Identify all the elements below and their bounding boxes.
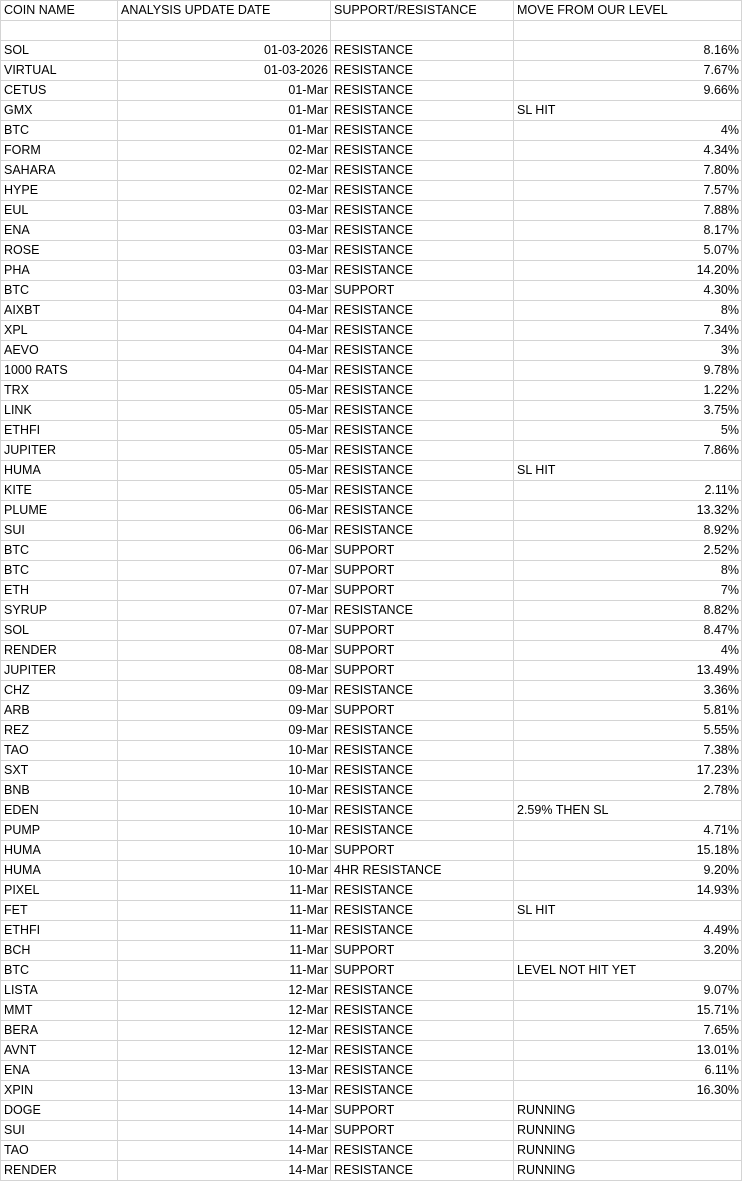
coin-name-cell[interactable]: SYRUP bbox=[1, 601, 118, 621]
header-analysis-update-date[interactable]: ANALYSIS UPDATE DATE bbox=[118, 1, 331, 21]
coin-name-cell[interactable]: CETUS bbox=[1, 81, 118, 101]
table-row bbox=[1, 761, 742, 781]
support-resistance-cell[interactable]: RESISTANCE bbox=[331, 481, 514, 501]
support-resistance-cell[interactable]: RESISTANCE bbox=[331, 301, 514, 321]
analysis-date-cell[interactable]: 06-Mar bbox=[118, 541, 331, 561]
table-row bbox=[1, 1121, 742, 1141]
support-resistance-cell[interactable]: RESISTANCE bbox=[331, 41, 514, 61]
coin-name-cell[interactable]: EUL bbox=[1, 201, 118, 221]
support-resistance-cell[interactable]: SUPPORT bbox=[331, 961, 514, 981]
move-cell[interactable]: RUNNING bbox=[514, 1101, 742, 1121]
move-cell[interactable]: SL HIT bbox=[514, 101, 742, 121]
support-resistance-cell[interactable]: RESISTANCE bbox=[331, 1001, 514, 1021]
table-row bbox=[1, 341, 742, 361]
move-cell[interactable]: 15.71% bbox=[514, 1001, 742, 1021]
analysis-date-cell[interactable]: 13-Mar bbox=[118, 1061, 331, 1081]
support-resistance-cell[interactable]: RESISTANCE bbox=[331, 1161, 514, 1181]
analysis-date-cell[interactable]: 09-Mar bbox=[118, 681, 331, 701]
analysis-date-cell[interactable]: 12-Mar bbox=[118, 1001, 331, 1021]
coin-name-cell[interactable]: RENDER bbox=[1, 1161, 118, 1181]
table-row bbox=[1, 641, 742, 661]
analysis-date-cell[interactable]: 14-Mar bbox=[118, 1101, 331, 1121]
move-cell[interactable]: 5.81% bbox=[514, 701, 742, 721]
header-coin-name[interactable]: COIN NAME bbox=[1, 1, 118, 21]
support-resistance-cell[interactable]: RESISTANCE bbox=[331, 241, 514, 261]
move-cell[interactable]: 4% bbox=[514, 641, 742, 661]
coin-name-cell[interactable]: ROSE bbox=[1, 241, 118, 261]
analysis-date-cell[interactable]: 07-Mar bbox=[118, 581, 331, 601]
analysis-date-cell[interactable]: 05-Mar bbox=[118, 381, 331, 401]
move-cell[interactable]: 3.75% bbox=[514, 401, 742, 421]
move-cell[interactable]: 9.66% bbox=[514, 81, 742, 101]
table-body bbox=[1, 41, 742, 1181]
support-resistance-cell[interactable]: RESISTANCE bbox=[331, 181, 514, 201]
analysis-date-cell[interactable]: 07-Mar bbox=[118, 601, 331, 621]
coin-name-cell[interactable]: SOL bbox=[1, 41, 118, 61]
table-row bbox=[1, 321, 742, 341]
support-resistance-cell[interactable]: RESISTANCE bbox=[331, 1061, 514, 1081]
table-row bbox=[1, 801, 742, 821]
move-cell[interactable]: 15.18% bbox=[514, 841, 742, 861]
support-resistance-cell[interactable]: RESISTANCE bbox=[331, 141, 514, 161]
support-resistance-cell[interactable]: SUPPORT bbox=[331, 661, 514, 681]
table-row bbox=[1, 581, 742, 601]
support-resistance-cell[interactable]: RESISTANCE bbox=[331, 401, 514, 421]
table-row bbox=[1, 521, 742, 541]
analysis-date-cell[interactable]: 10-Mar bbox=[118, 861, 331, 881]
support-resistance-cell[interactable]: RESISTANCE bbox=[331, 741, 514, 761]
table-row bbox=[1, 681, 742, 701]
coin-name-cell[interactable]: TRX bbox=[1, 381, 118, 401]
move-cell[interactable]: RUNNING bbox=[514, 1121, 742, 1141]
coin-name-cell[interactable]: BCH bbox=[1, 941, 118, 961]
analysis-date-cell[interactable]: 11-Mar bbox=[118, 901, 331, 921]
move-cell[interactable]: 8.82% bbox=[514, 601, 742, 621]
table-row bbox=[1, 921, 742, 941]
move-cell[interactable]: 2.78% bbox=[514, 781, 742, 801]
support-resistance-cell[interactable]: RESISTANCE bbox=[331, 221, 514, 241]
support-resistance-cell[interactable]: RESISTANCE bbox=[331, 321, 514, 341]
table-row bbox=[1, 941, 742, 961]
table-row bbox=[1, 221, 742, 241]
table-row bbox=[1, 1081, 742, 1101]
move-cell[interactable]: 8% bbox=[514, 301, 742, 321]
analysis-date-cell[interactable]: 06-Mar bbox=[118, 521, 331, 541]
coin-name-cell[interactable]: BERA bbox=[1, 1021, 118, 1041]
analysis-date-cell[interactable]: 12-Mar bbox=[118, 1041, 331, 1061]
analysis-date-cell[interactable]: 04-Mar bbox=[118, 321, 331, 341]
coin-name-cell[interactable]: SOL bbox=[1, 621, 118, 641]
move-cell[interactable]: 2.52% bbox=[514, 541, 742, 561]
table-row bbox=[1, 1161, 742, 1181]
coin-name-cell[interactable]: BTC bbox=[1, 961, 118, 981]
support-resistance-cell[interactable]: RESISTANCE bbox=[331, 721, 514, 741]
table-row bbox=[1, 901, 742, 921]
support-resistance-cell[interactable]: SUPPORT bbox=[331, 1121, 514, 1141]
table-row bbox=[1, 281, 742, 301]
table-row bbox=[1, 621, 742, 641]
move-cell[interactable]: 14.20% bbox=[514, 261, 742, 281]
table-row bbox=[1, 41, 742, 61]
support-resistance-cell[interactable]: SUPPORT bbox=[331, 541, 514, 561]
move-cell[interactable]: 7.57% bbox=[514, 181, 742, 201]
table-row bbox=[1, 441, 742, 461]
support-resistance-cell[interactable]: SUPPORT bbox=[331, 621, 514, 641]
support-resistance-cell[interactable]: RESISTANCE bbox=[331, 601, 514, 621]
table-row bbox=[1, 781, 742, 801]
move-cell[interactable]: 8.17% bbox=[514, 221, 742, 241]
coin-name-cell[interactable]: ENA bbox=[1, 1061, 118, 1081]
analysis-date-cell[interactable]: 14-Mar bbox=[118, 1121, 331, 1141]
table-row bbox=[1, 741, 742, 761]
support-resistance-cell[interactable]: RESISTANCE bbox=[331, 781, 514, 801]
analysis-date-cell[interactable]: 13-Mar bbox=[118, 1081, 331, 1101]
analysis-date-cell[interactable]: 11-Mar bbox=[118, 941, 331, 961]
table-row bbox=[1, 661, 742, 681]
analysis-date-cell[interactable]: 05-Mar bbox=[118, 421, 331, 441]
table-row bbox=[1, 1021, 742, 1041]
coin-name-cell[interactable]: BTC bbox=[1, 281, 118, 301]
coin-name-cell[interactable]: SUI bbox=[1, 1121, 118, 1141]
coin-name-cell[interactable]: JUPITER bbox=[1, 661, 118, 681]
table-row bbox=[1, 261, 742, 281]
analysis-date-cell[interactable]: 04-Mar bbox=[118, 341, 331, 361]
coin-name-cell[interactable]: PUMP bbox=[1, 821, 118, 841]
analysis-date-cell[interactable]: 11-Mar bbox=[118, 961, 331, 981]
move-cell[interactable]: 5.07% bbox=[514, 241, 742, 261]
coin-name-cell[interactable]: BTC bbox=[1, 561, 118, 581]
analysis-date-cell[interactable]: 05-Mar bbox=[118, 481, 331, 501]
coin-name-cell[interactable]: FORM bbox=[1, 141, 118, 161]
move-cell[interactable]: 7.86% bbox=[514, 441, 742, 461]
table-row bbox=[1, 421, 742, 441]
move-cell[interactable]: 4% bbox=[514, 121, 742, 141]
analysis-date-cell[interactable]: 03-Mar bbox=[118, 261, 331, 281]
coin-name-cell[interactable]: RENDER bbox=[1, 641, 118, 661]
move-cell[interactable]: 9.07% bbox=[514, 981, 742, 1001]
support-resistance-cell[interactable]: RESISTANCE bbox=[331, 381, 514, 401]
support-resistance-cell[interactable]: RESISTANCE bbox=[331, 201, 514, 221]
move-cell[interactable]: 7.88% bbox=[514, 201, 742, 221]
support-resistance-cell[interactable]: RESISTANCE bbox=[331, 1141, 514, 1161]
coin-name-cell[interactable]: PLUME bbox=[1, 501, 118, 521]
analysis-date-cell[interactable]: 02-Mar bbox=[118, 141, 331, 161]
table-row bbox=[1, 81, 742, 101]
support-resistance-cell[interactable]: RESISTANCE bbox=[331, 421, 514, 441]
move-cell[interactable]: 13.32% bbox=[514, 501, 742, 521]
coin-name-cell[interactable]: AVNT bbox=[1, 1041, 118, 1061]
move-cell[interactable]: RUNNING bbox=[514, 1161, 742, 1181]
support-resistance-cell[interactable]: RESISTANCE bbox=[331, 1081, 514, 1101]
move-cell[interactable]: 8.92% bbox=[514, 521, 742, 541]
coin-name-cell[interactable]: SAHARA bbox=[1, 161, 118, 181]
coin-name-cell[interactable]: TAO bbox=[1, 741, 118, 761]
move-cell[interactable]: 7% bbox=[514, 581, 742, 601]
move-cell[interactable]: 14.93% bbox=[514, 881, 742, 901]
support-resistance-cell[interactable]: RESISTANCE bbox=[331, 361, 514, 381]
coin-name-cell[interactable]: ARB bbox=[1, 701, 118, 721]
move-cell[interactable]: 7.65% bbox=[514, 1021, 742, 1041]
analysis-date-cell[interactable]: 01-03-2026 bbox=[118, 61, 331, 81]
analysis-date-cell[interactable]: 11-Mar bbox=[118, 921, 331, 941]
move-cell[interactable]: 13.01% bbox=[514, 1041, 742, 1061]
support-resistance-cell[interactable]: SUPPORT bbox=[331, 701, 514, 721]
header-support-resistance[interactable]: SUPPORT/RESISTANCE bbox=[331, 1, 514, 21]
move-cell[interactable]: 7.38% bbox=[514, 741, 742, 761]
table-row bbox=[1, 961, 742, 981]
table-row bbox=[1, 161, 742, 181]
support-resistance-cell[interactable]: SUPPORT bbox=[331, 641, 514, 661]
coin-name-cell[interactable]: LISTA bbox=[1, 981, 118, 1001]
move-cell[interactable]: 9.78% bbox=[514, 361, 742, 381]
coin-name-cell[interactable]: ETHFI bbox=[1, 421, 118, 441]
coin-name-cell[interactable]: GMX bbox=[1, 101, 118, 121]
move-cell[interactable]: 8.16% bbox=[514, 41, 742, 61]
support-resistance-cell[interactable]: RESISTANCE bbox=[331, 1041, 514, 1061]
table-row bbox=[1, 841, 742, 861]
coin-name-cell[interactable]: ETH bbox=[1, 581, 118, 601]
support-resistance-cell[interactable]: SUPPORT bbox=[331, 281, 514, 301]
move-cell[interactable]: 8% bbox=[514, 561, 742, 581]
table-row bbox=[1, 1041, 742, 1061]
analysis-date-cell[interactable]: 01-Mar bbox=[118, 101, 331, 121]
support-resistance-cell[interactable]: SUPPORT bbox=[331, 581, 514, 601]
move-cell[interactable]: LEVEL NOT HIT YET bbox=[514, 961, 742, 981]
empty-cell[interactable] bbox=[514, 21, 742, 41]
coin-name-cell[interactable]: EDEN bbox=[1, 801, 118, 821]
support-resistance-cell[interactable]: RESISTANCE bbox=[331, 81, 514, 101]
empty-cell[interactable] bbox=[331, 21, 514, 41]
coin-name-cell[interactable]: MMT bbox=[1, 1001, 118, 1021]
move-cell[interactable]: 3.20% bbox=[514, 941, 742, 961]
move-cell[interactable]: 7.80% bbox=[514, 161, 742, 181]
header-move-from-our-level[interactable]: MOVE FROM OUR LEVEL bbox=[514, 1, 742, 21]
coin-name-cell[interactable]: DOGE bbox=[1, 1101, 118, 1121]
analysis-date-cell[interactable]: 10-Mar bbox=[118, 741, 331, 761]
analysis-date-cell[interactable]: 10-Mar bbox=[118, 821, 331, 841]
support-resistance-cell[interactable]: RESISTANCE bbox=[331, 61, 514, 81]
table-row bbox=[1, 881, 742, 901]
analysis-date-cell[interactable]: 10-Mar bbox=[118, 781, 331, 801]
coin-name-cell[interactable]: HUMA bbox=[1, 461, 118, 481]
analysis-date-cell[interactable]: 09-Mar bbox=[118, 721, 331, 741]
move-cell[interactable]: 2.59% THEN SL bbox=[514, 801, 742, 821]
coin-name-cell[interactable]: XPL bbox=[1, 321, 118, 341]
analysis-date-cell[interactable]: 04-Mar bbox=[118, 361, 331, 381]
move-cell[interactable]: 4.30% bbox=[514, 281, 742, 301]
table-row bbox=[1, 461, 742, 481]
support-resistance-cell[interactable]: RESISTANCE bbox=[331, 761, 514, 781]
move-cell[interactable]: 9.20% bbox=[514, 861, 742, 881]
table-row bbox=[1, 701, 742, 721]
support-resistance-cell[interactable]: SUPPORT bbox=[331, 561, 514, 581]
move-cell[interactable]: 8.47% bbox=[514, 621, 742, 641]
coin-name-cell[interactable]: HYPE bbox=[1, 181, 118, 201]
table-row bbox=[1, 381, 742, 401]
analysis-date-cell[interactable]: 03-Mar bbox=[118, 201, 331, 221]
coin-name-cell[interactable]: BTC bbox=[1, 541, 118, 561]
coin-name-cell[interactable]: AIXBT bbox=[1, 301, 118, 321]
table-row bbox=[1, 541, 742, 561]
move-cell[interactable]: RUNNING bbox=[514, 1141, 742, 1161]
table-row bbox=[1, 981, 742, 1001]
support-resistance-cell[interactable]: 4HR RESISTANCE bbox=[331, 861, 514, 881]
analysis-date-cell[interactable]: 12-Mar bbox=[118, 1021, 331, 1041]
coin-name-cell[interactable]: CHZ bbox=[1, 681, 118, 701]
table-row bbox=[1, 1101, 742, 1121]
move-cell[interactable]: 4.34% bbox=[514, 141, 742, 161]
table-row bbox=[1, 821, 742, 841]
support-resistance-cell[interactable]: SUPPORT bbox=[331, 841, 514, 861]
table-row bbox=[1, 1001, 742, 1021]
move-cell[interactable]: 5.55% bbox=[514, 721, 742, 741]
support-resistance-cell[interactable]: SUPPORT bbox=[331, 1101, 514, 1121]
table-row bbox=[1, 101, 742, 121]
analysis-date-cell[interactable]: 14-Mar bbox=[118, 1141, 331, 1161]
coin-name-cell[interactable]: BTC bbox=[1, 121, 118, 141]
support-resistance-cell[interactable]: RESISTANCE bbox=[331, 101, 514, 121]
table-row bbox=[1, 601, 742, 621]
table-row bbox=[1, 401, 742, 421]
analysis-date-cell[interactable]: 01-Mar bbox=[118, 81, 331, 101]
table-row bbox=[1, 61, 742, 81]
support-resistance-cell[interactable]: RESISTANCE bbox=[331, 461, 514, 481]
coin-name-cell[interactable]: KITE bbox=[1, 481, 118, 501]
analysis-date-cell[interactable]: 14-Mar bbox=[118, 1161, 331, 1181]
analysis-date-cell[interactable]: 07-Mar bbox=[118, 561, 331, 581]
support-resistance-cell[interactable]: RESISTANCE bbox=[331, 501, 514, 521]
coin-name-cell[interactable]: LINK bbox=[1, 401, 118, 421]
table-row bbox=[1, 241, 742, 261]
analysis-date-cell[interactable]: 01-Mar bbox=[118, 121, 331, 141]
analysis-date-cell[interactable]: 01-03-2026 bbox=[118, 41, 331, 61]
table-row bbox=[1, 861, 742, 881]
support-resistance-cell[interactable]: RESISTANCE bbox=[331, 821, 514, 841]
analysis-date-cell[interactable]: 07-Mar bbox=[118, 621, 331, 641]
analysis-date-cell[interactable]: 04-Mar bbox=[118, 301, 331, 321]
empty-cell[interactable] bbox=[118, 21, 331, 41]
support-resistance-cell[interactable]: RESISTANCE bbox=[331, 901, 514, 921]
table-row bbox=[1, 1141, 742, 1161]
coin-name-cell[interactable]: HUMA bbox=[1, 861, 118, 881]
support-resistance-cell[interactable]: RESISTANCE bbox=[331, 521, 514, 541]
coin-name-cell[interactable]: PHA bbox=[1, 261, 118, 281]
support-resistance-cell[interactable]: RESISTANCE bbox=[331, 801, 514, 821]
coin-name-cell[interactable]: XPIN bbox=[1, 1081, 118, 1101]
support-resistance-cell[interactable]: RESISTANCE bbox=[331, 981, 514, 1001]
move-cell[interactable]: 3% bbox=[514, 341, 742, 361]
support-resistance-cell[interactable]: RESISTANCE bbox=[331, 161, 514, 181]
analysis-date-cell[interactable]: 08-Mar bbox=[118, 661, 331, 681]
analysis-date-cell[interactable]: 12-Mar bbox=[118, 981, 331, 1001]
move-cell[interactable]: 6.11% bbox=[514, 1061, 742, 1081]
table-row bbox=[1, 361, 742, 381]
analysis-date-cell[interactable]: 02-Mar bbox=[118, 181, 331, 201]
support-resistance-cell[interactable]: RESISTANCE bbox=[331, 261, 514, 281]
coin-name-cell[interactable]: JUPITER bbox=[1, 441, 118, 461]
analysis-date-cell[interactable]: 02-Mar bbox=[118, 161, 331, 181]
analysis-date-cell[interactable]: 03-Mar bbox=[118, 221, 331, 241]
coin-name-cell[interactable]: PIXEL bbox=[1, 881, 118, 901]
support-resistance-cell[interactable]: RESISTANCE bbox=[331, 681, 514, 701]
coin-name-cell[interactable]: HUMA bbox=[1, 841, 118, 861]
coin-name-cell[interactable]: ENA bbox=[1, 221, 118, 241]
move-cell[interactable]: 4.71% bbox=[514, 821, 742, 841]
move-cell[interactable]: SL HIT bbox=[514, 901, 742, 921]
move-cell[interactable]: 16.30% bbox=[514, 1081, 742, 1101]
blank-row bbox=[1, 21, 742, 41]
support-resistance-cell[interactable]: RESISTANCE bbox=[331, 1021, 514, 1041]
coin-name-cell[interactable]: REZ bbox=[1, 721, 118, 741]
table-row bbox=[1, 481, 742, 501]
table-row bbox=[1, 301, 742, 321]
analysis-date-cell[interactable]: 06-Mar bbox=[118, 501, 331, 521]
coin-name-cell[interactable]: 1000 RATS bbox=[1, 361, 118, 381]
move-cell[interactable]: 3.36% bbox=[514, 681, 742, 701]
coin-name-cell[interactable]: SXT bbox=[1, 761, 118, 781]
header-row bbox=[1, 1, 742, 21]
coin-name-cell[interactable]: BNB bbox=[1, 781, 118, 801]
analysis-date-cell[interactable]: 10-Mar bbox=[118, 761, 331, 781]
move-cell[interactable]: 17.23% bbox=[514, 761, 742, 781]
table-row bbox=[1, 1061, 742, 1081]
move-cell[interactable]: SL HIT bbox=[514, 461, 742, 481]
support-resistance-cell[interactable]: SUPPORT bbox=[331, 941, 514, 961]
support-resistance-cell[interactable]: RESISTANCE bbox=[331, 341, 514, 361]
analysis-date-cell[interactable]: 11-Mar bbox=[118, 881, 331, 901]
move-cell[interactable]: 4.49% bbox=[514, 921, 742, 941]
support-resistance-cell[interactable]: RESISTANCE bbox=[331, 921, 514, 941]
support-resistance-cell[interactable]: RESISTANCE bbox=[331, 121, 514, 141]
analysis-date-cell[interactable]: 03-Mar bbox=[118, 281, 331, 301]
move-cell[interactable]: 2.11% bbox=[514, 481, 742, 501]
analysis-date-cell[interactable]: 03-Mar bbox=[118, 241, 331, 261]
table-row bbox=[1, 501, 742, 521]
coin-name-cell[interactable]: AEVO bbox=[1, 341, 118, 361]
analysis-date-cell[interactable]: 05-Mar bbox=[118, 441, 331, 461]
table-row bbox=[1, 181, 742, 201]
coin-name-cell[interactable]: ETHFI bbox=[1, 921, 118, 941]
analysis-date-cell[interactable]: 05-Mar bbox=[118, 401, 331, 421]
analysis-date-cell[interactable]: 08-Mar bbox=[118, 641, 331, 661]
analysis-date-cell[interactable]: 09-Mar bbox=[118, 701, 331, 721]
move-cell[interactable]: 7.67% bbox=[514, 61, 742, 81]
move-cell[interactable]: 13.49% bbox=[514, 661, 742, 681]
coin-name-cell[interactable]: SUI bbox=[1, 521, 118, 541]
analysis-date-cell[interactable]: 10-Mar bbox=[118, 841, 331, 861]
table-row bbox=[1, 721, 742, 741]
empty-cell[interactable] bbox=[1, 21, 118, 41]
support-resistance-cell[interactable]: RESISTANCE bbox=[331, 881, 514, 901]
analysis-date-cell[interactable]: 05-Mar bbox=[118, 461, 331, 481]
move-cell[interactable]: 1.22% bbox=[514, 381, 742, 401]
analysis-date-cell[interactable]: 10-Mar bbox=[118, 801, 331, 821]
move-cell[interactable]: 7.34% bbox=[514, 321, 742, 341]
table-row bbox=[1, 561, 742, 581]
table-row bbox=[1, 201, 742, 221]
coin-name-cell[interactable]: TAO bbox=[1, 1141, 118, 1161]
support-resistance-cell[interactable]: RESISTANCE bbox=[331, 441, 514, 461]
coin-name-cell[interactable]: FET bbox=[1, 901, 118, 921]
coin-name-cell[interactable]: VIRTUAL bbox=[1, 61, 118, 81]
table-row bbox=[1, 141, 742, 161]
table-row bbox=[1, 121, 742, 141]
move-cell[interactable]: 5% bbox=[514, 421, 742, 441]
